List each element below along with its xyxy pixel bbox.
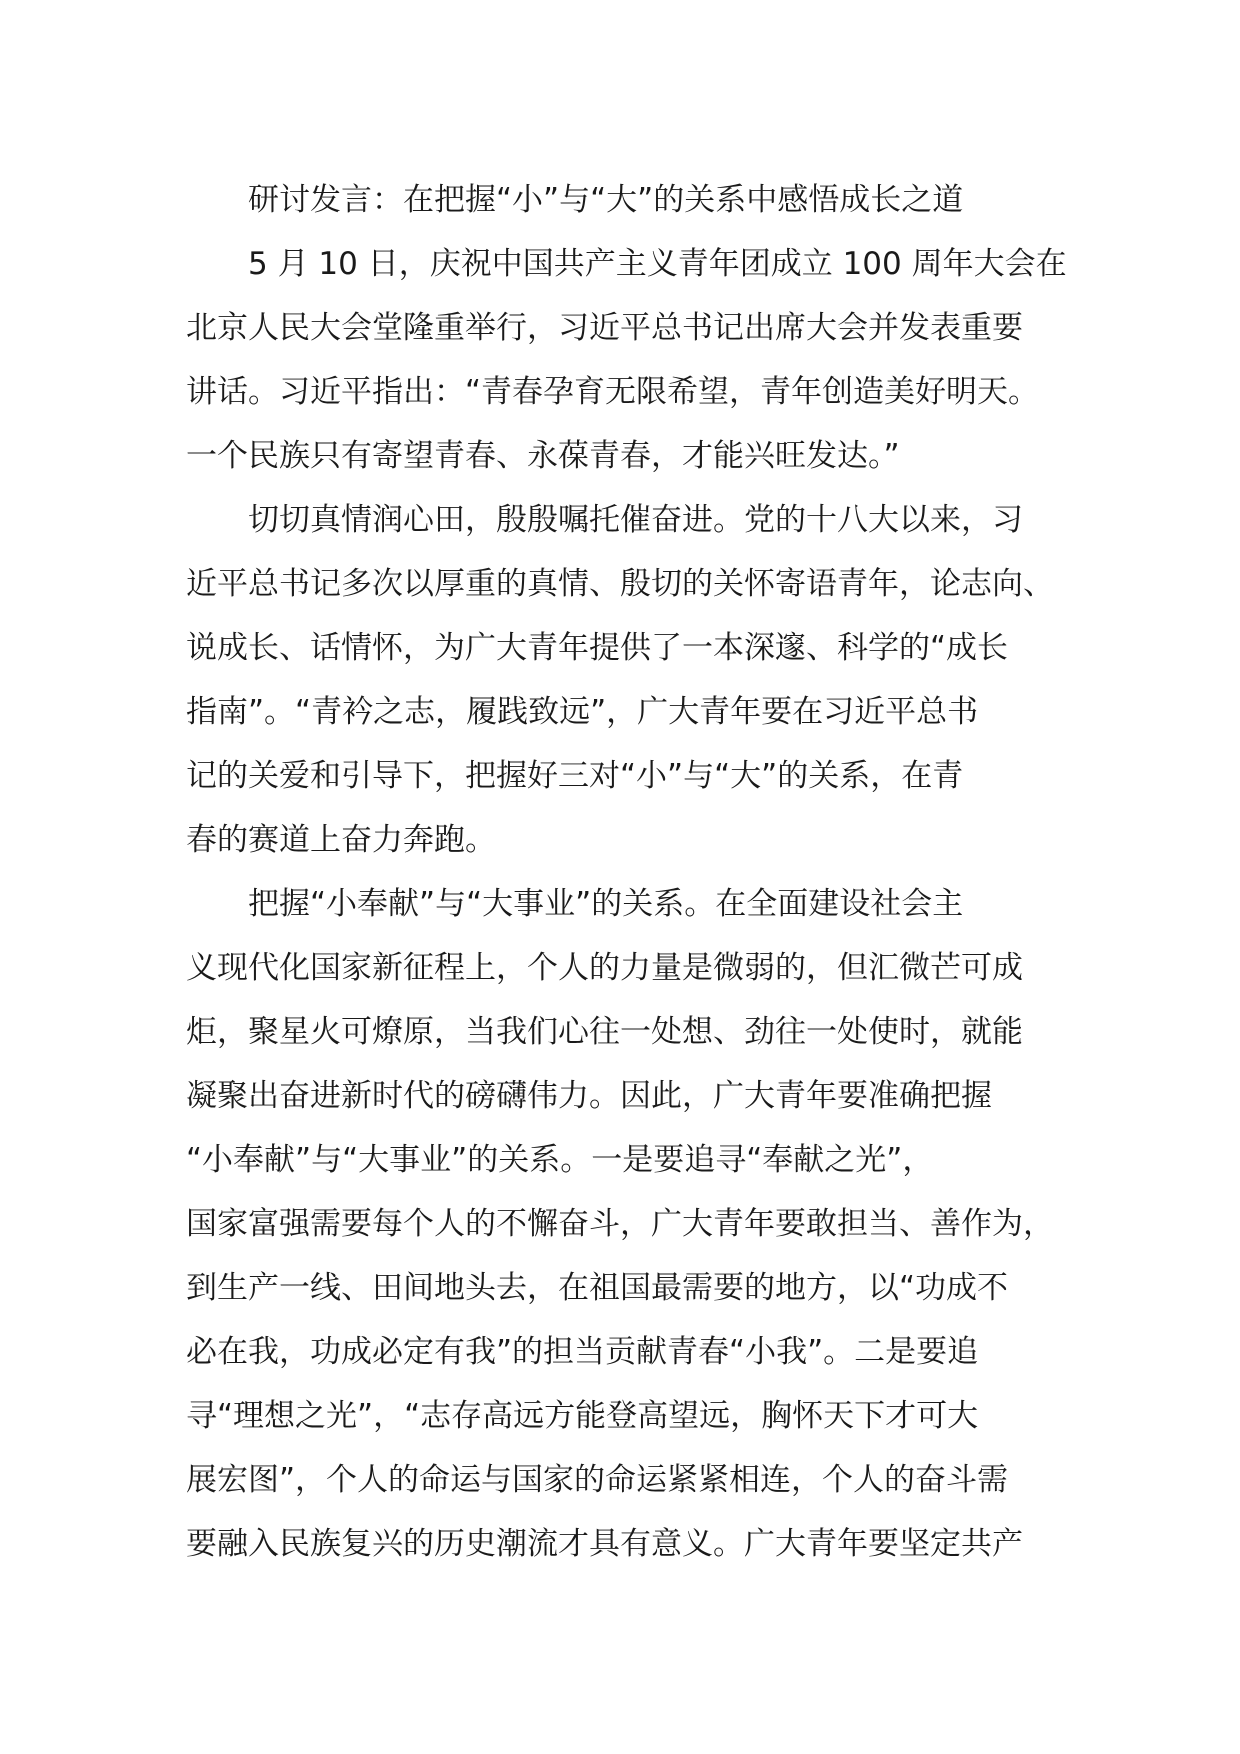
- paragraph-3-line-7: 到生产一线、田间地头去，在祖国最需要的地方，以“功成不: [186, 1270, 1009, 1306]
- paragraph-3-line-9: 寻“理想之光”，“志存高远方能登高望远，胸怀天下才可大: [186, 1398, 979, 1434]
- paragraph-3-line-2: 义现代化国家新征程上，个人的力量是微弱的，但汇微芒可成: [186, 950, 1023, 986]
- paragraph-3-line-1: 把握“小奉献”与“大事业”的关系。在全面建设社会主: [248, 886, 964, 922]
- paragraph-3-line-5: “小奉献”与“大事业”的关系。一是要追寻“奉献之光”，: [186, 1142, 934, 1178]
- paragraph-3-line-6: 国家富强需要每个人的不懈奋斗，广大青年要敢担当、善作为，: [186, 1206, 1054, 1242]
- paragraph-2-line-2: 近平总书记多次以厚重的真情、殷切的关怀寄语青年，论志向、: [186, 566, 1054, 602]
- paragraph-2-line-1: 切切真情润心田，殷殷嘱托催奋进。党的十八大以来，习: [248, 502, 1023, 538]
- document-title: 研讨发言：在把握“小”与“大”的关系中感悟成长之道: [248, 182, 964, 218]
- paragraph-3-line-3: 炬，聚星火可燎原，当我们心往一处想、劲往一处使时，就能: [186, 1014, 1023, 1050]
- paragraph-2-line-3: 说成长、话情怀，为广大青年提供了一本深邃、科学的“成长: [186, 630, 1009, 666]
- paragraph-1-line-2: 北京人民大会堂隆重举行，习近平总书记出席大会并发表重要: [186, 310, 1023, 346]
- paragraph-2-line-4: 指南”。“青衿之志，履践致远”，广大青年要在习近平总书: [186, 694, 979, 730]
- paragraph-2-line-5: 记的关爱和引导下，把握好三对“小”与“大”的关系，在青: [186, 758, 964, 794]
- paragraph-3-line-10: 展宏图”，个人的命运与国家的命运紧紧相连，个人的奋斗需: [186, 1462, 1009, 1498]
- paragraph-3-line-4: 凝聚出奋进新时代的磅礴伟力。因此，广大青年要准确把握: [186, 1078, 992, 1114]
- paragraph-3-line-8: 必在我，功成必定有我”的担当贡献青春“小我”。二是要追: [186, 1334, 979, 1370]
- paragraph-3-line-11: 要融入民族复兴的历史潮流才具有意义。广大青年要坚定共产: [186, 1526, 1023, 1562]
- paragraph-1-line-1: 5 月 10 日，庆祝中国共产主义青年团成立 100 周年大会在: [248, 246, 1067, 282]
- paragraph-1-line-3: 讲话。习近平指出：“青春孕育无限希望，青年创造美好明天。: [186, 374, 1040, 410]
- paragraph-2-line-6: 春的赛道上奋力奔跑。: [186, 822, 496, 858]
- document-body: [186, 168, 1086, 1576]
- paragraph-1-line-4: 一个民族只有寄望青春、永葆青春，才能兴旺发达。”: [186, 438, 900, 474]
